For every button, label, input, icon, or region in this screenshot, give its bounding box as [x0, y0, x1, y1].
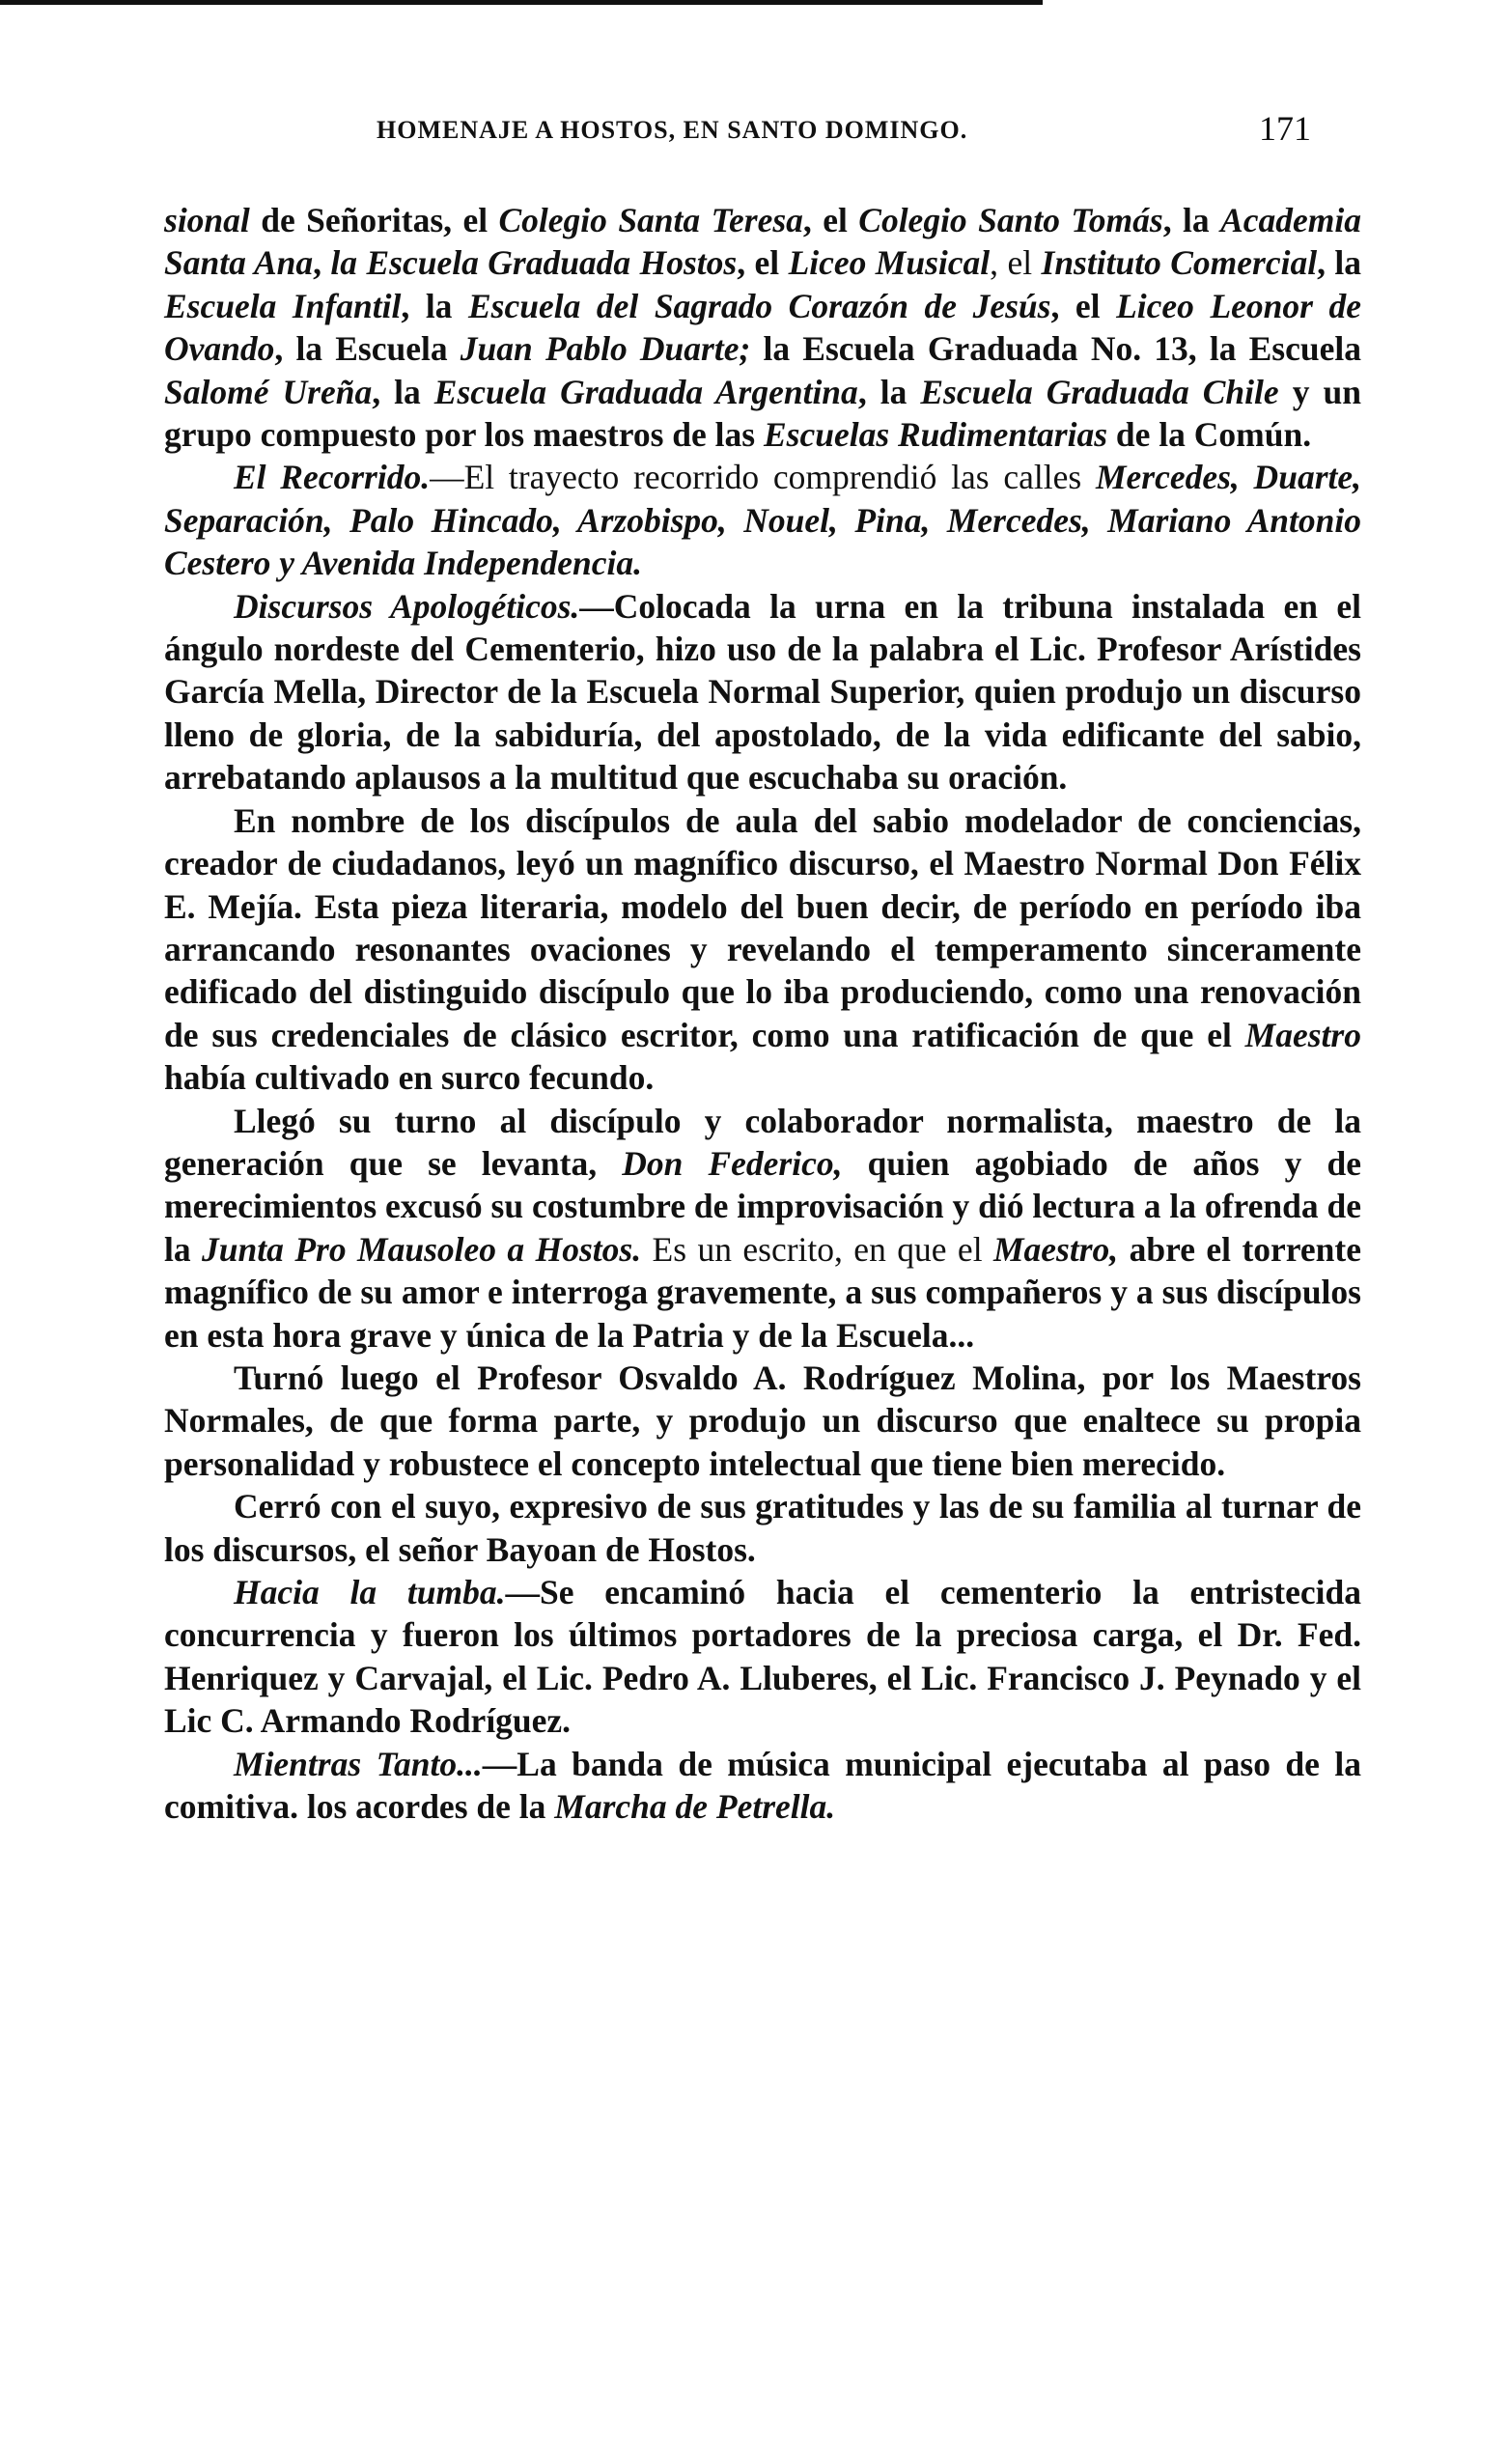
text-segment: Liceo Leonor de Ovando — [164, 286, 1361, 369]
text-segment: Don Federico, — [622, 1143, 843, 1183]
text-segment: , la — [372, 372, 434, 411]
text-segment: —La banda de música municipal ejecutaba al paso de la comitiva. los acordes de la — [164, 1744, 1361, 1827]
text-segment: Marcha de Petrella. — [554, 1787, 836, 1827]
text-segment: Juan Pablo Duarte; — [460, 329, 751, 369]
paragraph-recorrido — [164, 456, 1361, 584]
text-segment: Llegó su turno al discípulo y colaborador normalista, maestro de la generación que se levanta, — [164, 1101, 1361, 1183]
text-segment: Es un escrito, en que el — [641, 1229, 993, 1269]
text-segment: Turnó luego el Profesor Osvaldo A. Rodríguez Molina, por los Maestros Normales, de que forma parte, y produjo un discurso que enaltece su propia personalidad y robustece el concepto intelectual que tiene bien merecido. — [164, 1358, 1361, 1483]
text-segment: , la — [1162, 201, 1221, 239]
body-text — [164, 199, 1361, 1828]
text-segment: de la Común. — [1107, 415, 1312, 455]
text-segment: la Escuela Graduada No. 13, la Escuela — [750, 329, 1361, 369]
paragraph-schools-list — [164, 199, 1361, 456]
running-title: HOMENAJE A HOSTOS, EN SANTO DOMINGO. — [377, 116, 968, 144]
page-number: 171 — [1259, 109, 1311, 148]
text-segment: , — [313, 243, 331, 283]
paragraph-hacia-la-tumba — [164, 1571, 1361, 1743]
text-segment: Colegio Santo Tomás — [858, 201, 1163, 239]
text-segment: , el — [443, 201, 499, 239]
text-segment: , el — [737, 243, 789, 283]
text-segment: la Escuela Graduada Hostos — [330, 243, 738, 283]
text-segment: —Se encaminó hacia el cementerio la entristecida concurrencia y fueron los últimos portadores de la preciosa carga, el Dr. Fed. Henriquez y Carvajal, el Lic. Pedro A. Lluberes, el Lic. Francisco J. Peynado y el Lic C. Armando Rodríguez. — [164, 1573, 1361, 1741]
text-segment: Maestro, — [992, 1229, 1119, 1269]
text-segment: Escuela del Sagrado Corazón de Jesús — [467, 286, 1051, 325]
text-segment: Mientras Tanto... — [234, 1744, 483, 1783]
text-segment: y un grupo compuesto por los maestros de las — [164, 372, 1361, 455]
text-segment: , la — [401, 286, 468, 325]
paragraph-bayoan — [164, 1485, 1361, 1571]
text-segment: Liceo Musical — [788, 243, 991, 283]
text-segment: sional — [164, 201, 250, 239]
text-segment: abre el torrente magnífico de su amor e interroga gravemente, a sus compañeros y a sus discípulos en esta hora grave y única de la Patria y de la Escuela... — [164, 1229, 1361, 1355]
text-segment: , el — [990, 243, 1042, 283]
text-segment: había cultivado en surco fecundo. — [164, 1058, 655, 1098]
text-segment: Cerró con el suyo, expresivo de sus gratitudes y las de su familia al turnar de los discursos, el señor Bayoan de Hostos. — [164, 1487, 1361, 1569]
text-segment: Academia Santa Ana — [164, 201, 1361, 283]
text-segment: , la — [1317, 243, 1362, 283]
running-head — [164, 106, 1361, 164]
text-segment: Escuela Infantil — [164, 286, 402, 325]
text-segment: , el — [1050, 286, 1117, 325]
text-segment: Colegio Santa Teresa — [498, 201, 803, 239]
text-segment: de — [249, 201, 307, 239]
text-segment: Hacia la tumba. — [234, 1573, 506, 1611]
text-segment: Escuela Graduada Argentina — [433, 372, 858, 411]
text-segment: —Colocada la urna en la tribuna instalada en el ángulo nordeste del Cementerio, hizo uso de la palabra el Lic. Profesor Arístides García Mella, Director de la Escuela Normal Superior, quien produjo un discurso lleno de gloria, de la sabiduría, del apostolado, de la vida edificante del sabio, arrebatando aplausos a la multitud que escuchaba su oración. — [164, 586, 1361, 798]
text-segment: Mercedes, Duarte, Separación, Palo Hincado, Arzobispo, Nouel, Pina, Mercedes, Mariano Antonio Cestero y Avenida Independencia. — [164, 458, 1361, 583]
text-segment: Discursos Apologéticos. — [234, 586, 580, 626]
text-segment: Maestro — [1244, 1015, 1361, 1054]
paragraph-discursos — [164, 585, 1361, 799]
paragraph-mejia — [164, 799, 1361, 1100]
book-page — [164, 106, 1361, 1828]
text-segment: Escuela Graduada Chile — [920, 372, 1279, 411]
text-segment: , la Escuela — [274, 329, 461, 369]
text-segment: quien agobiado de años y de merecimientos excusó su costumbre de improvisación y dió lectura a la ofrenda de la — [164, 1143, 1361, 1269]
top-rule — [0, 0, 1043, 5]
text-segment: Instituto Comercial — [1041, 243, 1318, 283]
text-segment: Junta Pro Mausoleo a Hostos. — [202, 1229, 642, 1269]
text-segment: En nombre de los discípulos de aula del sabio modelador de conciencias, creador de ciudadanos, leyó un magnífico discurso, el Maestro Normal Don Félix E. Mejía. Esta pieza literaria, modelo del buen decir, de período en período iba arrancando resonantes ovaciones y revelando el temperamento sinceramente edificado del distinguido discípulo que lo iba produciendo, como una renovación de sus credenciales de clásico escritor, como una ratificación de que el — [164, 800, 1361, 1054]
text-segment: Escuelas Rudimentarias — [763, 415, 1108, 455]
text-segment: —El trayecto recorrido comprendió las calles — [430, 458, 1096, 497]
paragraph-mientras-tanto — [164, 1743, 1361, 1829]
text-segment: Salomé Ureña — [164, 372, 373, 411]
paragraph-rodriguez-molina — [164, 1357, 1361, 1485]
text-segment: , la — [857, 372, 921, 411]
text-segment: El Recorrido. — [234, 458, 431, 497]
text-segment: Señoritas — [306, 201, 444, 239]
text-segment: , el — [802, 201, 859, 239]
paragraph-don-federico — [164, 1100, 1361, 1357]
